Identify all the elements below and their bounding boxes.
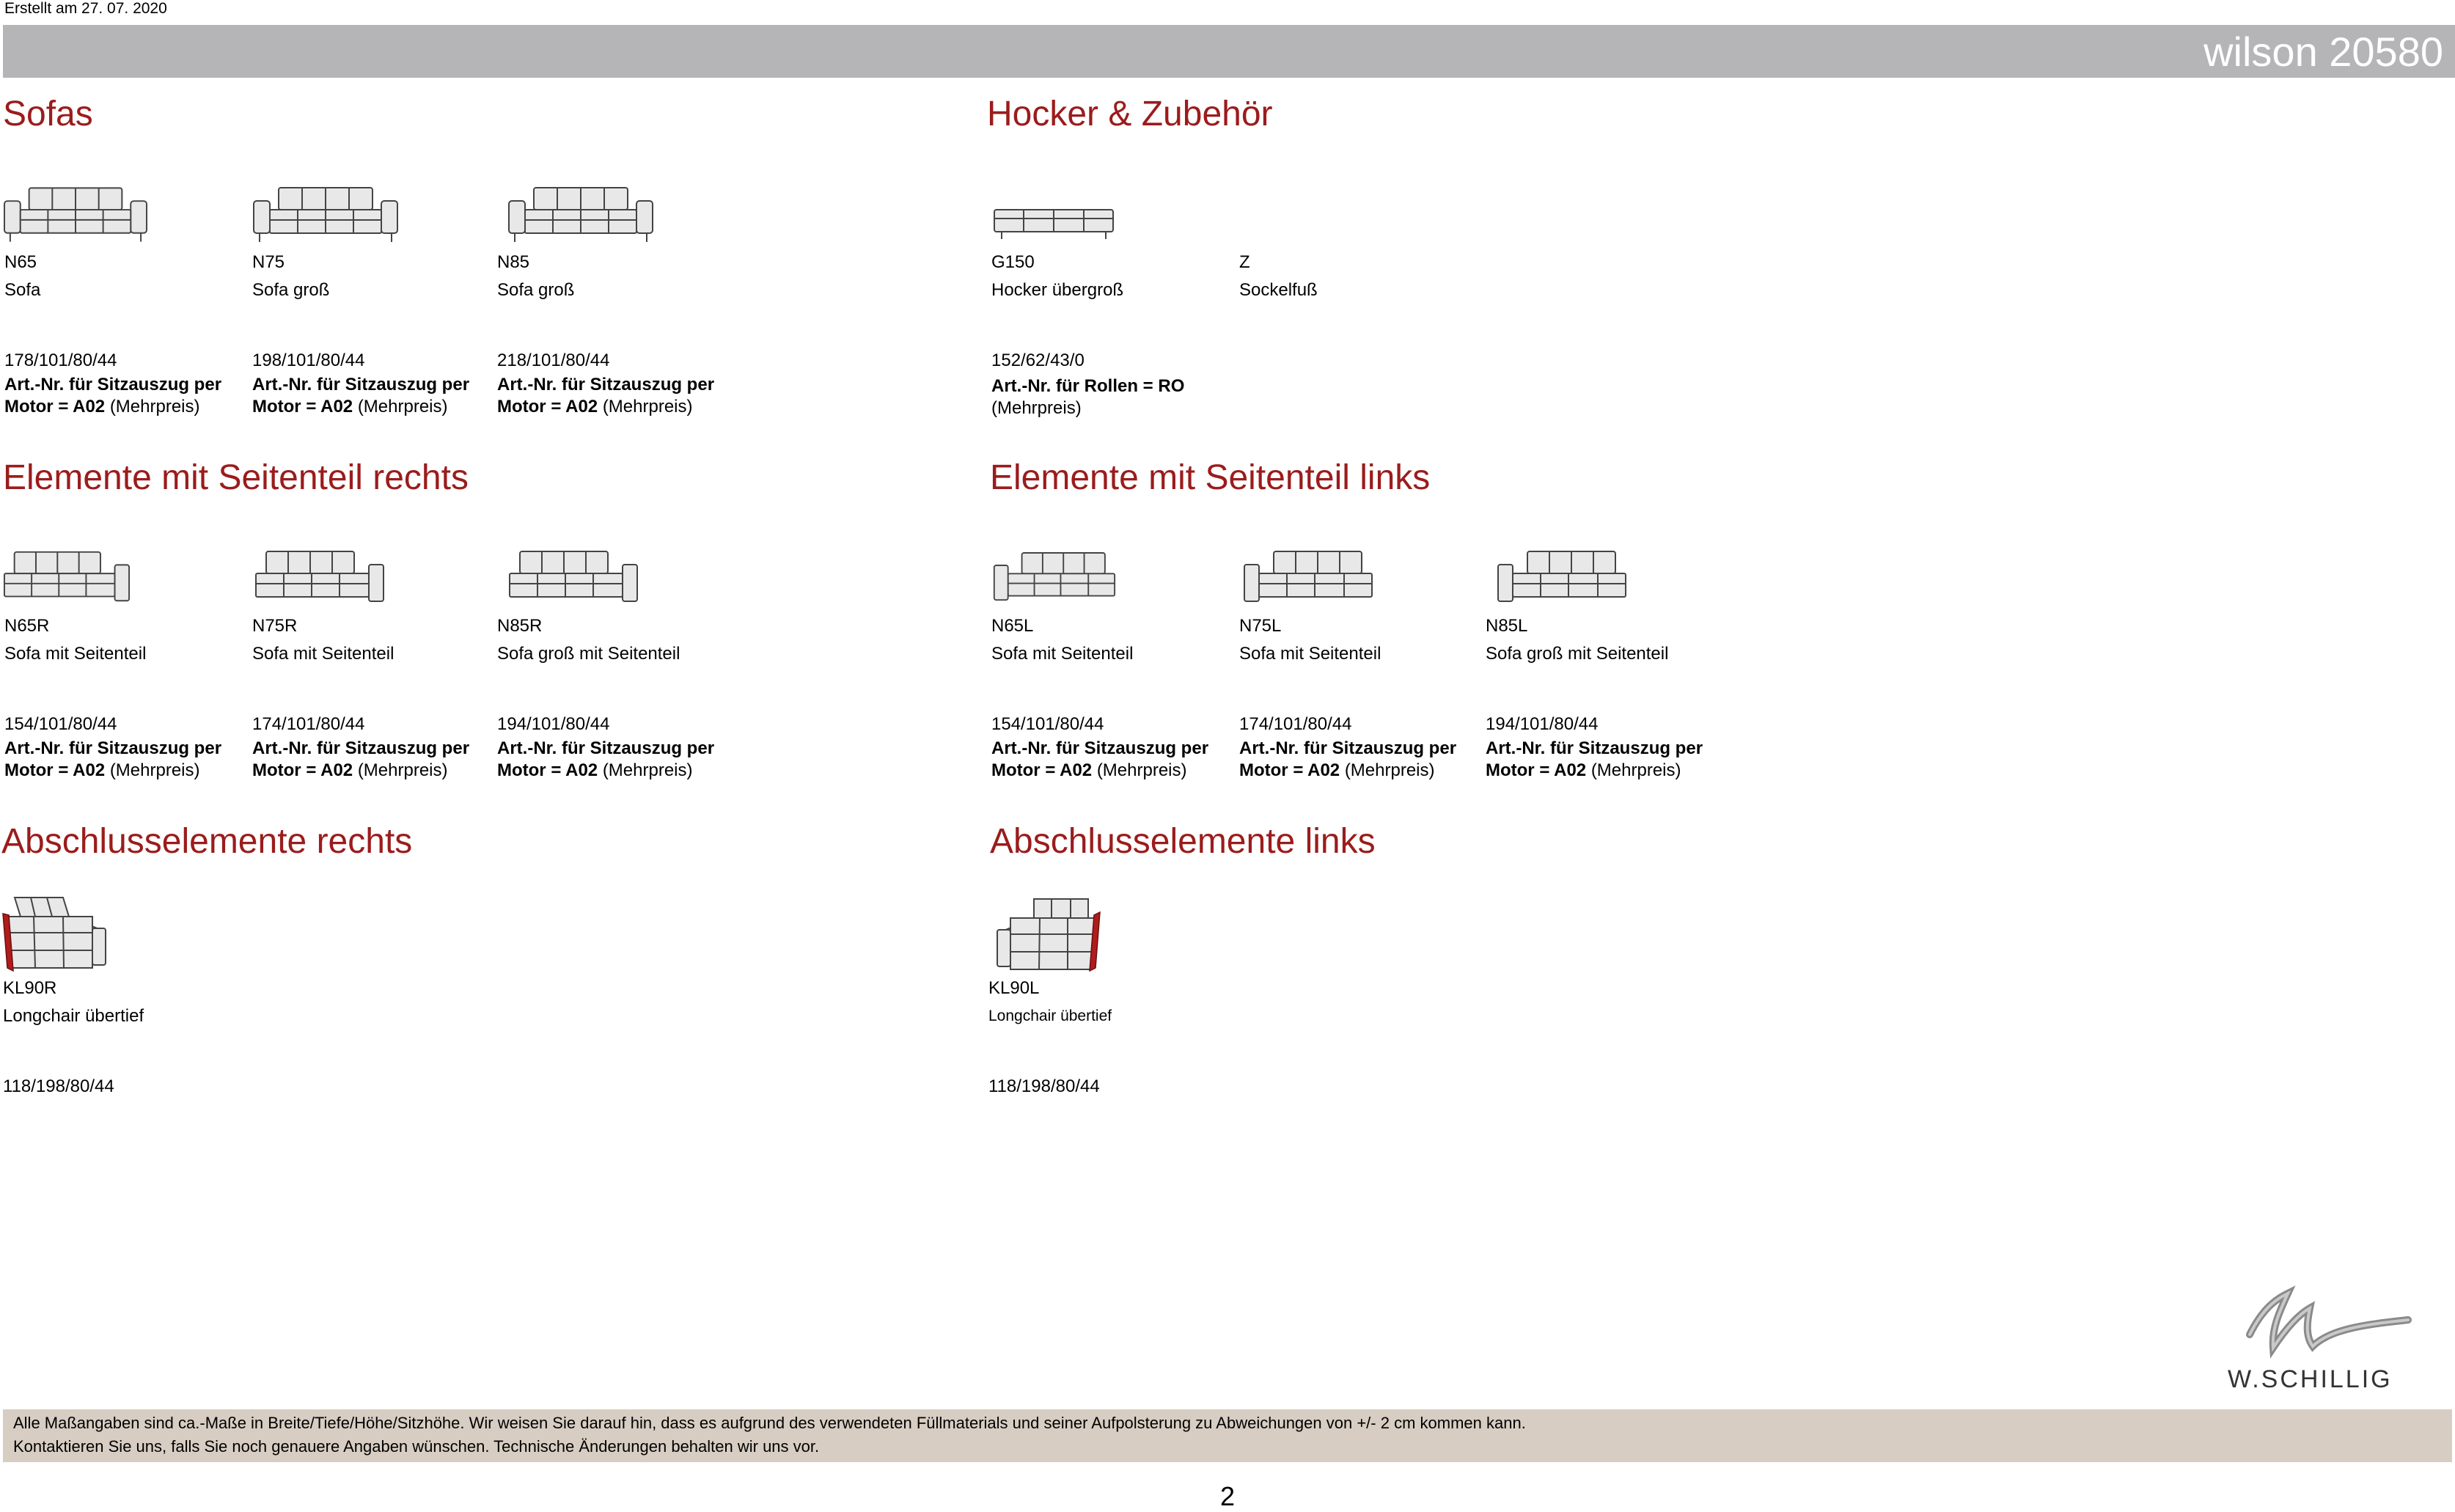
- motor-note: Art.-Nr. für Sitzauszug per Motor = A02 (Mehrpreis): [991, 738, 1209, 780]
- item-dimensions: 194/101/80/44: [1486, 714, 1599, 734]
- item-name: Sofa mit Seitenteil: [4, 644, 147, 664]
- longchair-kl90l-image: [991, 896, 1101, 977]
- model-title: wilson 20580: [2203, 29, 2443, 75]
- longchair-kl90r-image: [1, 895, 111, 975]
- brand-logo-text: W.SCHILLIG: [2228, 1365, 2393, 1393]
- section-heading-seitenteil-links: Elemente mit Seitenteil links: [990, 458, 1431, 497]
- section-heading-abschluss-rechts: Abschlusselemente rechts: [1, 822, 413, 861]
- item-dimensions: 174/101/80/44: [1239, 714, 1352, 734]
- item-dimensions: 198/101/80/44: [252, 351, 365, 370]
- item-code: N85: [497, 252, 530, 272]
- motor-note: Art.-Nr. für Sitzauszug per Motor = A02 (Mehrpreis): [4, 375, 222, 416]
- item-name: Longchair übertief: [3, 1006, 144, 1026]
- item-name: Hocker übergroß: [991, 280, 1124, 300]
- section-heading-abschluss-links: Abschlusselemente links: [990, 822, 1376, 861]
- motor-note: Art.-Nr. für Sitzauszug per Motor = A02 (Mehrpreis): [4, 738, 222, 780]
- brand-logo: [2220, 1283, 2440, 1393]
- hocker-g150-image: [991, 205, 1116, 242]
- created-date: Erstellt am 27. 07. 2020: [4, 0, 167, 17]
- item-code: N75L: [1239, 616, 1282, 636]
- item-dimensions: 152/62/43/0: [991, 351, 1085, 370]
- motor-note: Art.-Nr. für Sitzauszug per Motor = A02 (Mehrpreis): [497, 375, 715, 416]
- sofa-n75l-image: [1238, 548, 1377, 607]
- motor-note: Art.-Nr. für Sitzauszug per Motor = A02 (Mehrpreis): [252, 375, 470, 416]
- item-dimensions: 154/101/80/44: [991, 714, 1104, 734]
- item-dimensions: 118/198/80/44: [988, 1076, 1100, 1096]
- sofa-n75-image: [249, 185, 402, 243]
- sofa-n65-image: [3, 185, 148, 243]
- motor-note: Art.-Nr. für Sitzauszug per Motor = A02 (Mehrpreis): [1239, 738, 1457, 780]
- sofa-n65r-image: [3, 548, 132, 607]
- sofa-n65l-image: [991, 548, 1116, 607]
- item-code: N85R: [497, 616, 543, 636]
- sofa-n75r-image: [251, 548, 390, 607]
- item-name: Sofa groß mit Seitenteil: [1486, 644, 1669, 664]
- motor-note: Art.-Nr. für Sitzauszug per Motor = A02 (Mehrpreis): [1486, 738, 1703, 780]
- item-name: Sofa groß mit Seitenteil: [497, 644, 680, 664]
- item-dimensions: 174/101/80/44: [252, 714, 365, 734]
- item-name: Sofa mit Seitenteil: [1239, 644, 1381, 664]
- sofa-n85l-image: [1484, 548, 1638, 607]
- item-dimensions: 218/101/80/44: [497, 351, 610, 370]
- item-code: KL90R: [3, 978, 57, 998]
- item-name: Sofa groß: [252, 280, 330, 300]
- section-heading-seitenteil-rechts: Elemente mit Seitenteil rechts: [3, 458, 469, 497]
- motor-note: Art.-Nr. für Sitzauszug per Motor = A02 (Mehrpreis): [497, 738, 715, 780]
- sofa-n85r-image: [497, 548, 651, 607]
- item-name: Sofa: [4, 280, 41, 300]
- footer-line-2: Kontaktieren Sie uns, falls Sie noch genauere Angaben wünschen. Technische Änderungen behalten wir uns vor.: [13, 1437, 820, 1456]
- footer-line-1: Alle Maßangaben sind ca.-Maße in Breite/Tiefe/Höhe/Sitzhöhe. Wir weisen Sie darauf hin, dass es aufgrund des verwendeten Füllmaterials und seiner Aufpolsterung zu Abweichungen von +/- 2 cm kommen kann.: [13, 1414, 1526, 1432]
- brand-logo-mark: [2220, 1283, 2440, 1364]
- item-name: Longchair übertief: [988, 1008, 1112, 1024]
- item-name: Sofa groß: [497, 280, 575, 300]
- item-dimensions: 118/198/80/44: [3, 1076, 114, 1096]
- item-dimensions: 178/101/80/44: [4, 351, 117, 370]
- section-heading-hocker: Hocker & Zubehör: [987, 95, 1273, 133]
- sofa-n85-image: [496, 185, 666, 243]
- page-number: 2: [1219, 1481, 1236, 1511]
- motor-note: Art.-Nr. für Sitzauszug per Motor = A02 (Mehrpreis): [252, 738, 470, 780]
- rollen-note: Art.-Nr. für Rollen = RO (Mehrpreis): [991, 376, 1185, 418]
- item-name: Sofa mit Seitenteil: [252, 644, 395, 664]
- title-banner: [3, 25, 2455, 78]
- footer-disclaimer: [3, 1409, 2452, 1462]
- item-name: Sofa mit Seitenteil: [991, 644, 1134, 664]
- item-code: N65L: [991, 616, 1034, 636]
- item-code: N65R: [4, 616, 50, 636]
- section-heading-sofas: Sofas: [3, 95, 93, 133]
- item-dimensions: 154/101/80/44: [4, 714, 117, 734]
- item-code: Z: [1239, 252, 1250, 272]
- item-code: N65: [4, 252, 37, 272]
- item-code: KL90L: [988, 978, 1040, 998]
- item-code: N85L: [1486, 616, 1528, 636]
- item-code: N75R: [252, 616, 298, 636]
- item-dimensions: 194/101/80/44: [497, 714, 610, 734]
- item-code: G150: [991, 252, 1035, 272]
- item-code: N75: [252, 252, 285, 272]
- item-name: Sockelfuß: [1239, 280, 1318, 300]
